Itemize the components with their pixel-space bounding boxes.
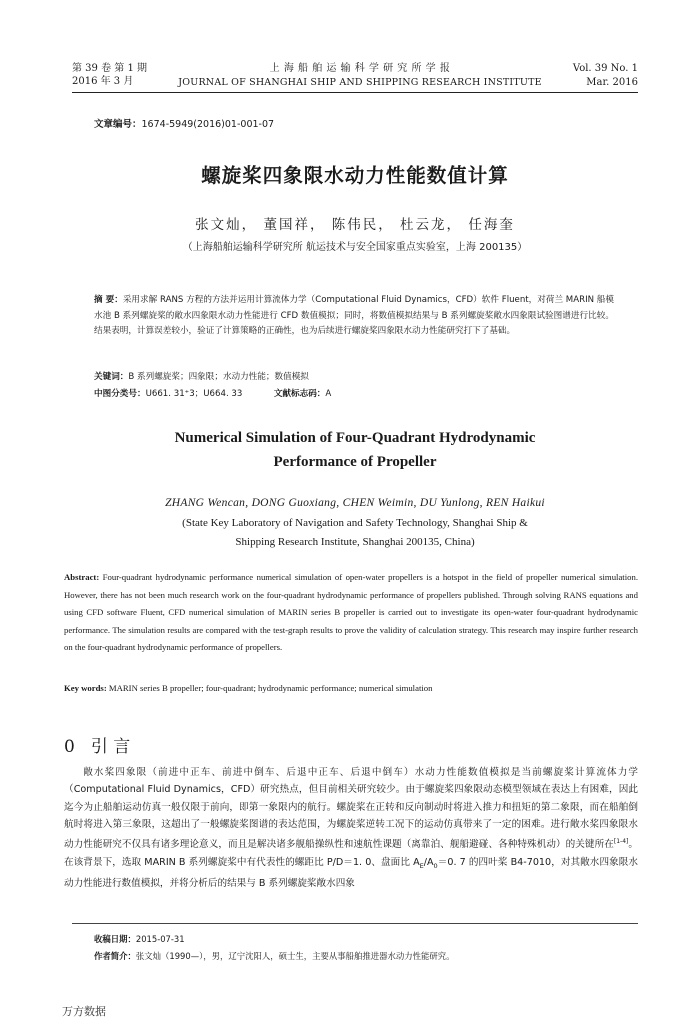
received-label: 收稿日期： bbox=[94, 934, 136, 944]
abstract-cn bbox=[94, 293, 614, 340]
intro-body bbox=[64, 764, 638, 892]
date-en: Mar. 2016 bbox=[586, 77, 638, 88]
ratio-divider: /A bbox=[423, 856, 434, 868]
affiliation-en-line1: (State Key Laboratory of Navigation and Safety Technology, Shanghai Ship & bbox=[182, 517, 528, 529]
a0-subscript: 0 bbox=[433, 861, 438, 870]
journal-name-en: JOURNAL OF SHANGHAI SHIP AND SHIPPING RESEARCH INSTITUTE bbox=[178, 77, 542, 88]
classification-value: U661. 31⁺3；U664. 33 bbox=[145, 389, 243, 399]
abstract-en-text: Four-quadrant hydrodynamic performance numerical simulation of open-water propellers is a hotspot in the field of propeller numerical simulation. However, there has not been much research work on the four-quadrant hydrodynamic performance of propellers published. Through solving RANS equations and using CFD software Fluent, CFD numerical simulation of MARIN series B propeller is carried out to investigate its open-water four-quadrant hydrodynamic performance. The simulation results are compared with the test-graph results to prove the validity of calculation strategy. This research may inspire further research on the four-quadrant hydrodynamic performance of propellers. bbox=[64, 572, 638, 652]
intro-text-2: 。在该背景下，选取 MARIN B 系列螺旋桨中有代表性的螺距比 P/D＝1. 0、盘面比 A bbox=[64, 839, 639, 868]
header-rule bbox=[72, 92, 638, 93]
abstract-en-label: Abstract: bbox=[64, 572, 100, 582]
keywords-cn-label: 关键词： bbox=[94, 372, 129, 382]
section-title: 引 言 bbox=[90, 737, 131, 757]
classification bbox=[94, 387, 614, 402]
affiliation-cn: （上海船舶运输科学研究所 航运技术与安全国家重点实验室，上海 200135） bbox=[182, 242, 528, 253]
document-code-value: A bbox=[325, 389, 332, 399]
article-number-label: 文章编号： bbox=[94, 119, 142, 130]
title-cn: 螺旋桨四象限水动力性能数值计算 bbox=[201, 164, 509, 187]
classification-label: 中图分类号： bbox=[94, 389, 146, 399]
article-number-value: 1674-5949(2016)01-001-07 bbox=[141, 119, 275, 130]
authors-en: ZHANG Wencan, DONG Guoxiang, CHEN Weimin, DU Yunlong, REN Haikui bbox=[165, 497, 545, 509]
keywords-en-text: MARIN series B propeller; four-quadrant; hydrodynamic performance; numerical simulation bbox=[106, 683, 433, 693]
section-heading bbox=[64, 732, 130, 757]
title-en-line1: Numerical Simulation of Four-Quadrant Hydrodynamic bbox=[174, 430, 536, 446]
keywords-cn bbox=[94, 370, 614, 385]
keywords-en bbox=[64, 680, 638, 698]
author-bio bbox=[94, 948, 455, 965]
intro-text-3: ＝0. 7 的四叶桨 B4-7010，对其敞水四象限水动力性能进行数值模拟，并将分析后的结果与 B 系列螺旋桨敞水四象 bbox=[64, 856, 638, 889]
watermark: 万方数据 bbox=[62, 1005, 106, 1018]
received-date bbox=[94, 931, 185, 948]
authors-cn: 张文灿， 董国祥， 陈伟民， 杜云龙， 任海奎 bbox=[195, 217, 515, 233]
article-number bbox=[94, 116, 274, 130]
received-value: 2015-07-31 bbox=[135, 934, 185, 944]
footnote-rule bbox=[72, 923, 638, 924]
keywords-en-label: Key words: bbox=[64, 683, 107, 693]
ae-subscript: E bbox=[419, 861, 424, 870]
date-cn: 2016 年 3 月 bbox=[72, 76, 134, 87]
citation: [1-4] bbox=[613, 838, 629, 846]
document-code-label: 文献标志码： bbox=[273, 389, 326, 399]
volume-issue-en: Vol. 39 No. 1 bbox=[572, 63, 638, 74]
section-number: 0 bbox=[64, 737, 75, 757]
author-bio-text: 张文灿（1990—），男，辽宁沈阳人，硕士生，主要从事船舶推进器水动力性能研究。 bbox=[135, 951, 455, 961]
intro-text-1: 敞水桨四象限（前进中正车、前进中倒车、后退中正车、后退中倒车）水动力性能数值模拟是当前螺旋桨计算流体力学（Computational Fluid Dynamics，CFD）研究热点，但目前相关研究较少。由于螺旋桨四象限动态模型领域在表达上有困难，因此迄今为止船舶运动仿真一般仅限于前向，即第一象限内的航行。螺旋桨在正转和反向制动时将进入推力和扭矩的第二象限，而在船舶倒航时将进入第三象限，这超出了一般螺旋桨图谱的表达范围，为螺旋桨逆转工况下的运动仿真带来了一定的困难。进行敞水桨四象限水动力性能研究不仅具有诸多理论意义，而且是解决诸多舰船操纵性和速航性课题（离靠泊、舰船避碰、各种特殊机动）的关键所在 bbox=[64, 767, 638, 851]
abstract-en bbox=[64, 569, 638, 657]
keywords-cn-text: B 系列螺旋桨；四象限；水动力性能；数值模拟 bbox=[128, 372, 309, 382]
abstract-cn-text: 采用求解 RANS 方程的方法并运用计算流体力学（Computational Fluid Dynamics，CFD）软件 Fluent，对荷兰 MARIN 船模水池 B 系列螺旋桨的敞水四象限水动力性能进行 CFD 数值模拟；同时，将数值模拟结果与 B 系列螺旋桨敞水四象限试验图谱进行比较。结果表明，计算误差较小，验证了计算策略的正确性，也为后续进行螺旋桨四象限水动力性能研究打下了基础。 bbox=[94, 295, 614, 336]
intro-paragraph bbox=[64, 764, 638, 892]
journal-name-cn: 上 海 船 舶 运 输 科 学 研 究 所 学 报 bbox=[269, 63, 451, 74]
affiliation-en-line2: Shipping Research Institute, Shanghai 200135, China) bbox=[235, 536, 475, 548]
title-en-line2: Performance of Propeller bbox=[273, 454, 437, 470]
author-bio-label: 作者简介： bbox=[94, 951, 136, 961]
volume-issue-cn: 第 39 卷 第 1 期 bbox=[72, 63, 147, 74]
abstract-cn-label: 摘 要： bbox=[94, 295, 123, 305]
